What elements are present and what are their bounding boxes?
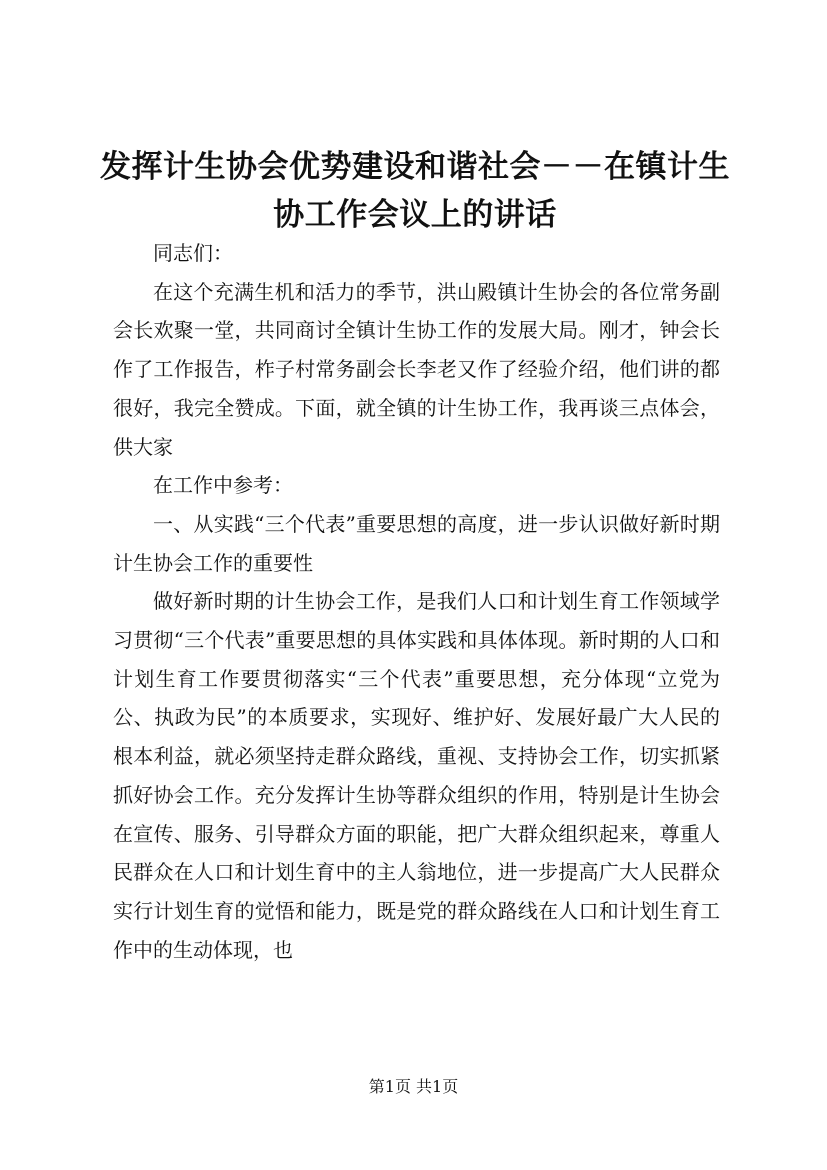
- section-heading-paragraph: 一、从实践“三个代表”重要思想的高度，进一步认识做好新时期计生协会工作的重要性: [113, 511, 720, 575]
- document-title: 发挥计生协会优势建设和谐社会－－在镇计生协工作会议上的讲话: [100, 149, 730, 233]
- document-body: [113, 234, 720, 969]
- salutation-paragraph: 同志们：: [153, 241, 233, 265]
- main-content-paragraph: 做好新时期的计生协会工作，是我们人口和计划生育工作领域学习贯彻“三个代表”重要思想的具体实践和具体体现。新时期的人口和计划生育工作要贯彻落实“三个代表”重要思想，充分体现“立党为公、执政为民”的本质要求，实现好、维护好、发展好最广大人民的根本利益，就必须坚持走群众路线，重视、支持协会工作，切实抓紧抓好协会工作。充分发挥计生协等群众组织的作用，特别是计生协会在宣传、服务、引导群众方面的职能，把广大群众组织起来，尊重人民群众在人口和计划生育中的主人翁地位，进一步提高广大人民群众实行计划生育的觉悟和能力，既是党的群众路线在人口和计划生育工作中的生动体现，也: [113, 589, 720, 962]
- page-footer: 第1页 共1页: [368, 1077, 459, 1096]
- opening-continuation-paragraph: 在工作中参考：: [153, 473, 293, 498]
- opening-paragraph: 在这个充满生机和活力的季节，洪山殿镇计生协会的各位常务副会长欢聚一堂，共同商讨全镇计生协工作的发展大局。刚才，钟会长作了工作报告，柞子村常务副会长李老又作了经验介绍，他们讲的都很好，我完全赞成。下面，就全镇的计生协工作，我再谈三点体会，供大家: [113, 279, 720, 459]
